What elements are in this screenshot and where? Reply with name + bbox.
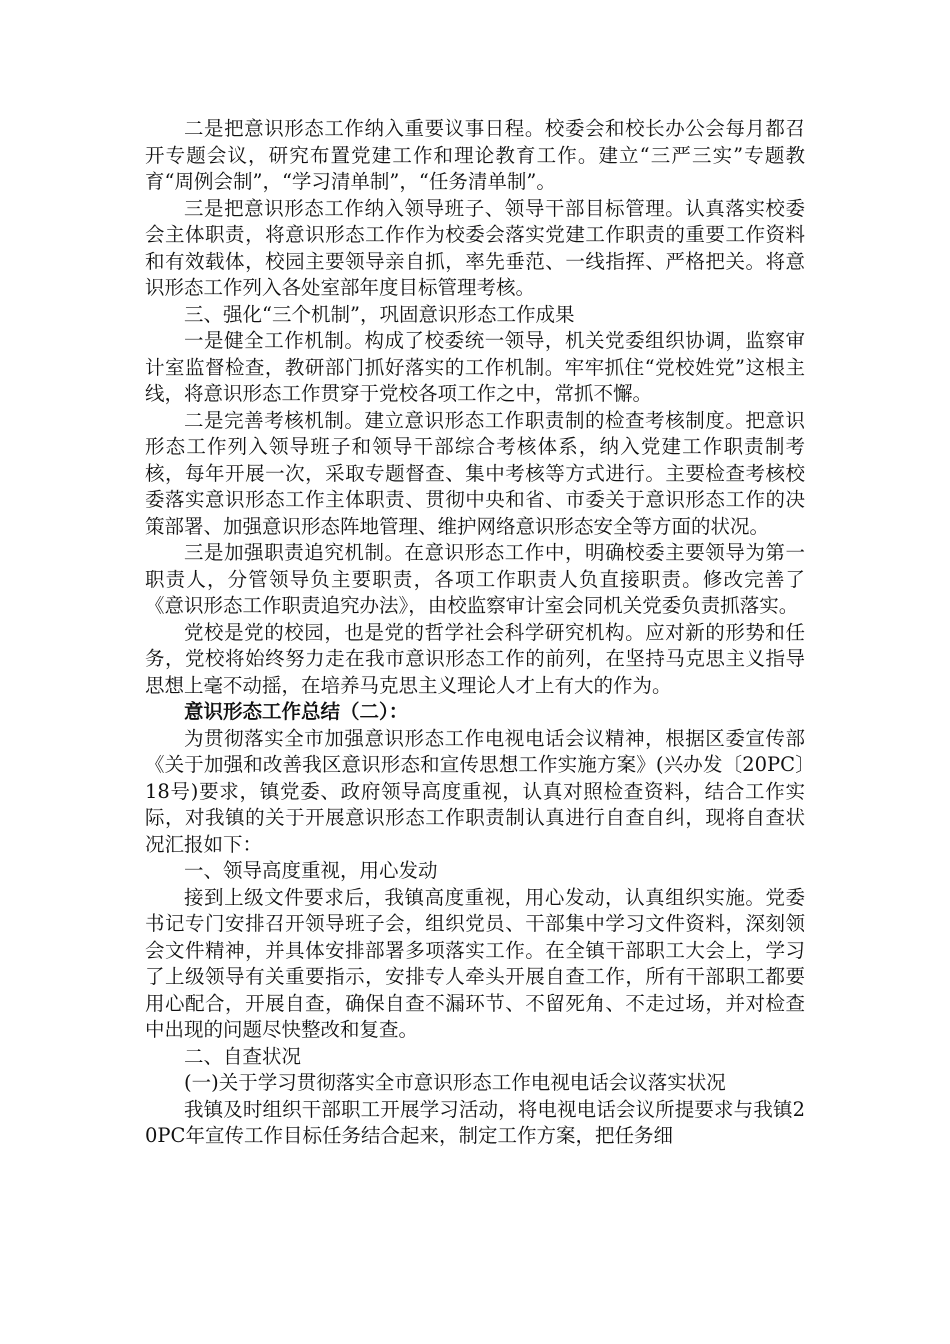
paragraph: 为贯彻落实全市加强意识形态工作电视电话会议精神，根据区委宣传部《关于加强和改善我区意识形态和宣传思想工作实施方案》(兴办发〔20PC〕18号)要求，镇党委、政府领导高度重视，认真对照检查资料，结合工作实际，对我镇的关于开展意识形态工作职责制认真进行自查自纠，现将自查状况汇报如下： (145, 726, 805, 856)
paragraph: 我镇及时组织干部职工开展学习活动，将电视电话会议所提要求与我镇20PC年宣传工作目标任务结合起来，制定工作方案，把任务细 (145, 1097, 805, 1147)
document-title: 意识形态工作总结（二）： (184, 700, 409, 723)
paragraph: 一是健全工作机制。构成了校委统一领导，机关党委组织协调，监察审计室监督检查，教研部门抓好落实的工作机制。牢牢抓住“党校姓党”这根主线，将意识形态工作贯穿于党校各项工作之中，常抓不懈。 (145, 329, 805, 405)
section-heading: 二、自查状况 (184, 1044, 302, 1068)
paragraph: 二是把意识形态工作纳入重要议事日程。校委会和校长办公会每月都召开专题会议，研究布置党建工作和理论教育工作。建立“三严三实”专题教育“周例会制”，“学习清单制”，“任务清单制”。 (145, 117, 805, 193)
section-heading: 一、领导高度重视，用心发动 (184, 859, 438, 882)
paragraph: 二是完善考核机制。建立意识形态工作职责制的检查考核制度。把意识形态工作列入领导班子和领导干部综合考核体系，纳入党建工作职责制考核，每年开展一次，采取专题督查、集中考核等方式进行。主要检查考核校委落实意识形态工作主体职责、贯彻中央和省、市委关于意识形态工作的决策部署、加强意识形态阵地管理、维护网络意识形态安全等方面的状况。 (145, 408, 805, 538)
paragraph: 三是加强职责追究机制。在意识形态工作中，明确校委主要领导为第一职责人，分管领导负主要职责，各项工作职责人负直接职责。修改完善了《意识形态工作职责追究办法》，由校监察审计室会同机关党委负责抓落实。 (145, 541, 805, 617)
paragraph: 党校是党的校园，也是党的哲学社会科学研究机构。应对新的形势和任务，党校将始终努力走在我市意识形态工作的前列，在坚持马克思主义指导思想上毫不动摇，在培养马克思主义理论人才上有大的作为。 (145, 620, 805, 697)
subsection-heading: (一)关于学习贯彻落实全市意识形态工作电视电话会议落实状况 (184, 1071, 726, 1094)
paragraph: 三是把意识形态工作纳入领导班子、领导干部目标管理。认真落实校委会主体职责，将意识形态工作作为校委会落实党建工作职责的重要工作资料和有效载体，校园主要领导亲自抓，率先垂范、一线指挥、严格把关。将意识形态工作列入各处室部年度目标管理考核。 (145, 196, 805, 299)
section-heading: 三、强化“三个机制”，巩固意识形态工作成果 (184, 302, 575, 326)
paragraph: 接到上级文件要求后，我镇高度重视，用心发动，认真组织实施。党委书记专门安排召开领导班子会，组织党员、干部集中学习文件资料，深刻领会文件精神，并具体安排部署多项落实工作。在全镇干部职工大会上，学习了上级领导有关重要指示，安排专人牵头开展自查工作，所有干部职工都要用心配合，开展自查，确保自查不漏环节、不留死角、不走过场，并对检查中出现的问题尽快整改和复查。 (145, 885, 805, 1041)
document-body (145, 116, 805, 1150)
